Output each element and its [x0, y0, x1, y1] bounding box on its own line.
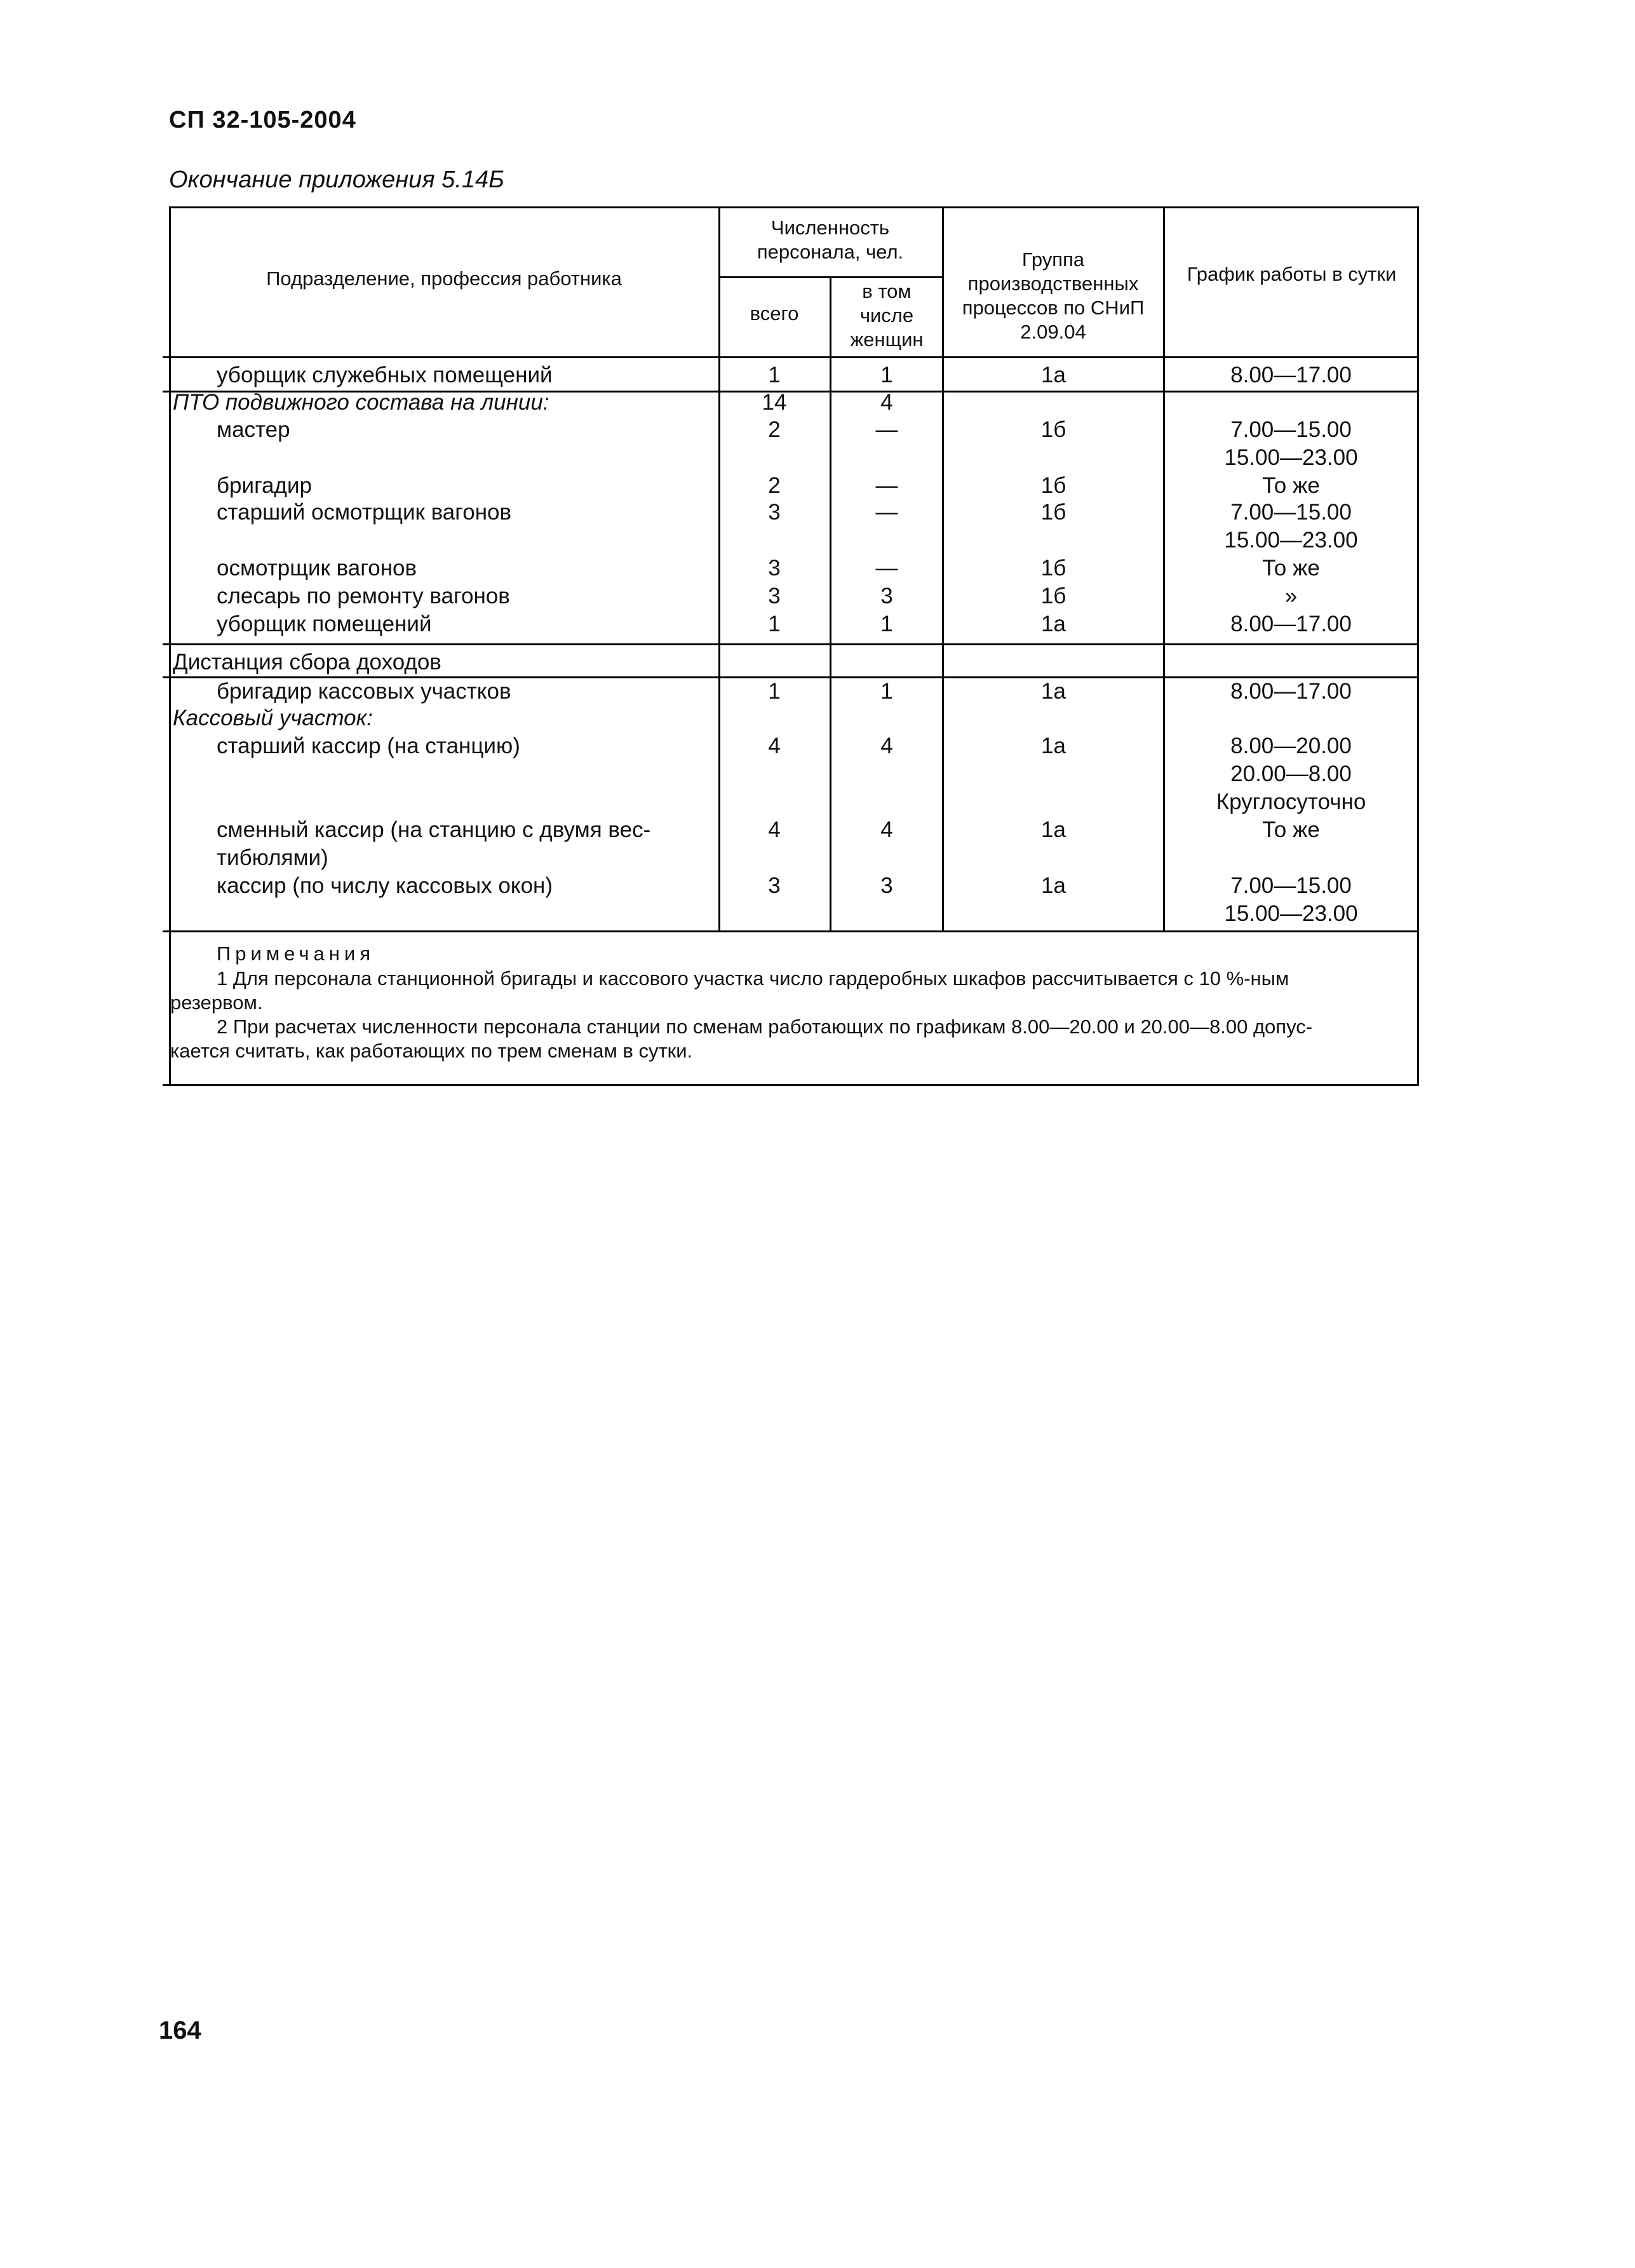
row-women: 3	[880, 873, 893, 898]
row-schedule: 8.00—17.00	[1230, 612, 1352, 636]
table-border-top	[169, 206, 1419, 208]
notes-rule	[163, 930, 1419, 932]
row-group: 1а	[1041, 679, 1066, 704]
row-schedule-2: 15.00—23.00	[1224, 901, 1358, 926]
row-schedule: »	[1284, 584, 1298, 608]
row-women: —	[875, 417, 898, 442]
row-schedule: 8.00—20.00	[1230, 734, 1352, 758]
row-total: 1	[768, 363, 781, 387]
staff-table	[163, 206, 1419, 1086]
row-schedule: То же	[1262, 817, 1320, 842]
row-schedule-2: 20.00—8.00	[1230, 762, 1352, 786]
row-women: 1	[880, 363, 893, 387]
row-group: 1б	[1040, 584, 1066, 608]
row-women: 4	[880, 734, 893, 758]
row-group: 1а	[1041, 817, 1066, 842]
row-schedule: 7.00—15.00	[1230, 873, 1352, 898]
row-group: 1а	[1041, 363, 1066, 387]
header-bottom-rule	[163, 356, 1419, 358]
row-name: старший кассир (на станцию)	[217, 734, 520, 758]
table-border-left	[169, 206, 171, 1086]
row-total: 2	[768, 473, 781, 498]
row-name: осмотрщик вагонов	[217, 556, 417, 580]
table-border-right	[1417, 206, 1419, 1086]
row-total: 3	[768, 584, 781, 608]
note-2: 2 При расчетах численности персонала станции по сменам работающих по графикам 8.00—20.00 и 20.00—8.00 допус-	[217, 1016, 1313, 1038]
row-name: сменный кассир (на станцию с двумя вес-	[217, 817, 651, 842]
notes-title: Примечания	[217, 943, 375, 965]
row-group: 1б	[1040, 417, 1066, 442]
row-schedule: 7.00—15.00	[1230, 417, 1352, 442]
row-name: мастер	[217, 417, 290, 442]
header-subdivider	[718, 276, 942, 278]
row-women: —	[875, 500, 898, 525]
row-group: 1б	[1040, 473, 1066, 498]
section-heading: Кассовый участок:	[173, 706, 373, 730]
row-name: слесарь по ремонту вагонов	[217, 584, 510, 608]
row-name: бригадир	[217, 473, 312, 498]
row-schedule: То же	[1262, 473, 1320, 498]
row-total: 1	[768, 679, 781, 704]
row-name: старший осмотрщик вагонов	[217, 500, 512, 525]
row-name: уборщик помещений	[217, 612, 432, 636]
row-name: бригадир кассовых участков	[217, 679, 511, 704]
row-total: 2	[768, 417, 781, 442]
header-group: Группа производственных процессов по СНиП 2.09.04	[962, 248, 1145, 343]
row-group: 1б	[1040, 556, 1066, 580]
row-total: 1	[768, 612, 781, 636]
header-schedule: График работы в сутки	[1187, 263, 1397, 285]
row-total: 3	[768, 556, 781, 580]
header-women: в том числе женщин	[850, 280, 924, 351]
row-women: —	[875, 473, 898, 498]
row-group: 1а	[1041, 873, 1066, 898]
document-code: СП 32-105-2004	[169, 107, 356, 133]
row-schedule: 7.00—15.00	[1230, 500, 1352, 525]
header-staff: Численность персонала, чел.	[757, 217, 904, 263]
table-caption: Окончание приложения 5.14Б	[169, 166, 504, 193]
row-schedule-3: Круглосуточно	[1216, 789, 1366, 814]
row-name: кассир (по числу кассовых окон)	[217, 873, 553, 898]
row-schedule-2: 15.00—23.00	[1224, 528, 1358, 553]
table-border-bottom	[163, 1084, 1419, 1086]
row-name-continued: тибюлями)	[217, 845, 328, 870]
row-women: 4	[880, 817, 893, 842]
section-heading: ПТО подвижного состава на линии:	[173, 390, 549, 415]
section-heading: Дистанция сбора доходов	[173, 650, 441, 674]
row-rule	[163, 643, 1419, 645]
note-1: 1 Для персонала станционной бригады и кассового участка число гардеробных шкафов рассчитывается с 10 %-ным	[217, 967, 1289, 990]
row-total: 3	[768, 500, 781, 525]
row-women: 1	[880, 679, 893, 704]
row-group: 1а	[1041, 734, 1066, 758]
row-group: 1а	[1041, 612, 1066, 636]
row-total: 14	[762, 390, 787, 415]
header-total: всего	[750, 302, 799, 325]
row-group: 1б	[1040, 500, 1066, 525]
row-total: 3	[768, 873, 781, 898]
row-schedule: 8.00—17.00	[1230, 679, 1352, 704]
row-schedule: 8.00—17.00	[1230, 363, 1352, 387]
row-total: 4	[768, 817, 781, 842]
header-division: Подразделение, профессия работника	[266, 267, 622, 290]
row-name: уборщик служебных помещений	[217, 363, 553, 387]
note-1-continued: резервом.	[170, 991, 263, 1014]
row-total: 4	[768, 734, 781, 758]
row-women: 4	[880, 390, 893, 415]
row-women: 3	[880, 584, 893, 608]
row-women: 1	[880, 612, 893, 636]
note-2-continued: кается считать, как работающих по трем сменам в сутки.	[170, 1040, 693, 1062]
page-number: 164	[159, 2016, 201, 2044]
row-women: —	[875, 556, 898, 580]
row-schedule-2: 15.00—23.00	[1224, 445, 1358, 470]
row-schedule: То же	[1262, 556, 1320, 580]
